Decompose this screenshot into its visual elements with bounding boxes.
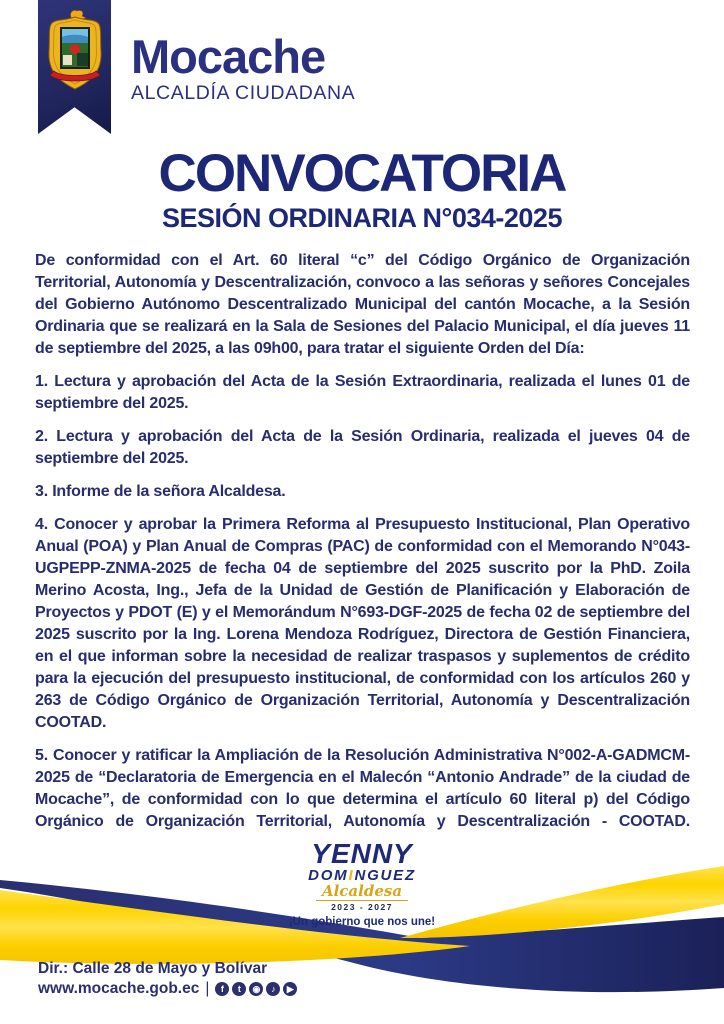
document-body [35, 250, 690, 844]
campaign-first-name: YENNY [311, 838, 413, 869]
last-name-part: DOM [308, 866, 349, 884]
campaign-last-name [0, 868, 724, 884]
footer-contact-block [38, 959, 297, 999]
tiktok-icon: ♪ [266, 982, 280, 996]
brand-block [131, 30, 356, 105]
footer-website: www.mocache.gob.ec [38, 980, 200, 997]
brand-name: Mocache [131, 30, 326, 83]
mocache-coat-of-arms-icon [46, 9, 104, 109]
agenda-item-2: 2. Lectura y aprobación del Acta de la Sesión Ordinaria, realizada el jueves 04 de septiembre del 2025. [35, 428, 690, 467]
agenda-item-3: 3. Informe de la señora Alcaldesa. [35, 483, 286, 500]
header-ribbon-banner [38, 0, 111, 134]
instagram-icon: ◉ [249, 982, 263, 996]
document-subtitle: SESIÓN ORDINARIA N°034-2025 [162, 203, 562, 233]
campaign-script-title: Alcaldesa [316, 884, 408, 901]
agenda-item-5: 5. Conocer y ratificar la Ampliación de la Resolución Administrativa N°002-A-GADMCM-2025 de “Declaratoria de Emergencia en el Malecón “Antonio Andrade” de la ciudad de Mocache”, de conformidad con lo que determina el artículo 60 literal p) del Código Orgánico de Organización Territorial, Autonomía y Descentralización - COOTAD. [35, 747, 690, 830]
document-title: CONVOCATORIA [158, 144, 566, 203]
last-name-part: NGUEZ [354, 866, 416, 884]
footer-separator: | [205, 980, 210, 997]
youtube-icon: ▶ [283, 982, 297, 996]
campaign-slogan: ¡Un gobierno que nos une! [288, 916, 436, 929]
mayor-campaign-logo [0, 838, 724, 929]
title-block [0, 144, 724, 234]
agenda-item-1: 1. Lectura y aprobación del Acta de la Sesión Extraordinaria, realizada el lunes 01 de septiembre del 2025. [35, 373, 690, 412]
agenda-item-4: 4. Conocer y aprobar la Primera Reforma al Presupuesto Institucional, Plan Operativo Anual (POA) y Plan Anual de Compras (PAC) de conformidad con el Memorando N°043-UGPEPP-ZNMA-2025 de fecha 04 de septiembre del 2025 suscrito por la PhD. Zoila Merino Acosta, Ing., Jefa de la Unidad de Gestión de Planificación y Elaboración de Proyectos y PDOT (E) y el Memorándum N°693-DGF-2025 de fecha 02 de septiembre del 2025 suscrito por la Ing. Lorena Mendoza Rodríguez, Directora de Gestión Financiera, en el que informan sobre la necesidad de realizar traspasos y suplementos de crédito para la ejecución del presupuesto institucional, de conformidad con los artículos 260 y 263 de Código Orgánico de Organización Territorial, Autonomía y Descentralización COOTAD. [35, 516, 690, 731]
social-icons-row [215, 982, 297, 996]
footer-address: Dir.: Calle 28 de Mayo y Bolívar [38, 960, 268, 977]
facebook-icon: f [215, 982, 229, 996]
twitter-icon: t [232, 982, 246, 996]
last-name-accent: I [348, 866, 355, 884]
campaign-period: 2023 - 2027 [331, 902, 393, 913]
intro-paragraph: De conformidad con el Art. 60 literal “c” del Código Orgánico de Organización Territorial, Autonomía y Descentralización, convoco a las señoras y señores Concejales del Gobierno Autónomo Descentralizado Municipal del cantón Mocache, a la Sesión Ordinaria que se realizará en la Sala de Sesiones del Palacio Municipal, el día jueves 11 de septiembre del 2025, a las 09h00, para tratar el siguiente Orden del Día: [35, 252, 690, 357]
brand-subtitle: ALCALDÍA CIUDADANA [131, 82, 356, 104]
